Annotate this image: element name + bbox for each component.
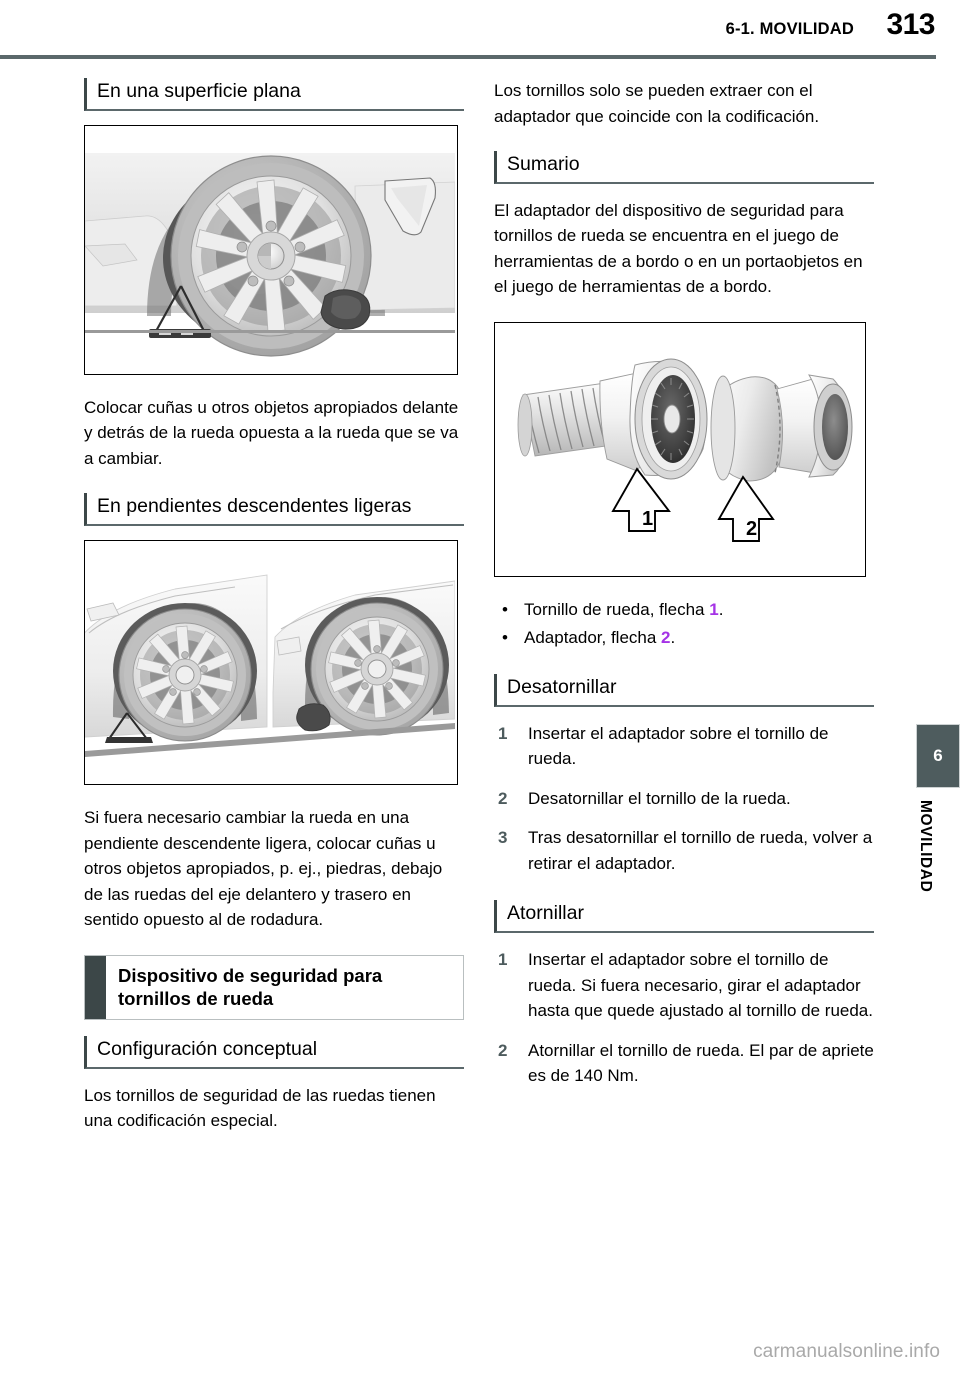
heading-slope: En pendientes descendentes ligeras [84, 493, 464, 526]
page-header [0, 0, 960, 60]
heading-screw: Atornillar [494, 900, 874, 933]
list-item [494, 625, 874, 650]
step-item [494, 1038, 874, 1089]
heading-flat-surface: En una superficie plana [84, 78, 464, 111]
footer-watermark: carmanualsonline.info [753, 1341, 940, 1362]
step-text: Tras desatornillar el tornillo de rueda, volver a retirar el adaptador. [528, 828, 873, 873]
chapter-side-label-text: MOVILIDAD [917, 800, 934, 893]
step-number: 1 [498, 950, 508, 970]
bullet-text-before: Adaptador, flecha [524, 627, 662, 647]
step-text: Insertar el adaptador sobre el tornillo de rueda. Si fuera necesario, girar el adaptador hasta que quede ajustado al tornillo de rueda. [528, 950, 873, 1021]
bullet-marker: • [502, 599, 508, 619]
boxed-heading-accent-bar [85, 956, 106, 1019]
bullet-text-after: . [670, 627, 676, 647]
step-item [494, 825, 874, 876]
step-text: Insertar el adaptador sobre el tornillo de rueda. [528, 723, 829, 769]
bullet-list-parts [494, 597, 874, 650]
paragraph-intro: Los tornillos solo se pueden extraer con el adaptador que coincide con la codificación. [494, 81, 820, 126]
heading-conceptual-configuration: Configuración conceptual [84, 1036, 464, 1069]
step-item [494, 947, 874, 1024]
list-item [494, 597, 874, 622]
bullet-marker: • [502, 627, 508, 647]
paragraph-flat-surface: Colocar cuñas u otros objetos apropiados delante y detrás de la rueda opuesta a la rueda que se va a cambiar. [84, 397, 459, 468]
chapter-side-label [916, 800, 960, 1000]
chapter-side-tab-number: 6 [933, 746, 943, 765]
step-number: 2 [498, 1040, 508, 1060]
paragraph-conceptual-configuration: Los tornillos de seguridad de las ruedas tienen una codificación especial. [84, 1085, 436, 1131]
bullet-callout-ref: 2 [661, 627, 671, 647]
step-text: Atornillar el tornillo de rueda. El par de apriete es de 140 Nm. [528, 1040, 874, 1086]
step-item [494, 786, 874, 812]
boxed-heading-wheel-bolt-security [84, 955, 464, 1020]
figure-wheel-slope [84, 540, 458, 785]
chapter-side-tab [916, 724, 960, 788]
paragraph-slope: Si fuera necesario cambiar la rueda en una pendiente descendente ligera, colocar cuñas u otros objetos apropiados, p. ej., piedras, debajo de las ruedas del eje delantero y trasero en sentido opuesto al de rodadura. [84, 808, 443, 930]
callout-label-1: 1 [642, 507, 654, 530]
right-column [494, 78, 874, 1113]
boxed-heading-text: Dispositivo de seguridad para tornillos de rueda [118, 964, 383, 1010]
figure-bolt-and-adapter [494, 322, 866, 577]
illustration-wheel-flat [85, 126, 455, 372]
heading-unscrew: Desatornillar [494, 674, 874, 707]
step-number: 3 [498, 828, 508, 848]
illustration-wheel-slope [85, 541, 455, 782]
bullet-text-after: . [718, 599, 724, 619]
bullet-text-before: Tornillo de rueda, flecha [524, 599, 710, 619]
step-number: 1 [498, 723, 508, 743]
step-number: 2 [498, 788, 508, 808]
steps-unscrew [494, 721, 874, 877]
figure-wheel-flat-surface [84, 125, 458, 375]
heading-summary: Sumario [494, 151, 874, 184]
left-column [84, 78, 464, 1156]
page-number: 313 [886, 8, 935, 41]
header-divider [0, 55, 936, 59]
paragraph-summary: El adaptador del dispositivo de seguridad para tornillos de rueda se encuentra en el juego de herramientas de a bordo o en un portaobjetos en el juego de herramientas de a bordo. [494, 200, 863, 297]
illustration-bolt-adapter [495, 323, 863, 574]
chapter-title: 6-1. MOVILIDAD [725, 20, 854, 38]
step-item [494, 721, 874, 772]
bullet-callout-ref: 1 [709, 599, 719, 619]
callout-label-2: 2 [746, 517, 758, 540]
step-text: Desatornillar el tornillo de la rueda. [528, 788, 791, 808]
steps-screw [494, 947, 874, 1089]
